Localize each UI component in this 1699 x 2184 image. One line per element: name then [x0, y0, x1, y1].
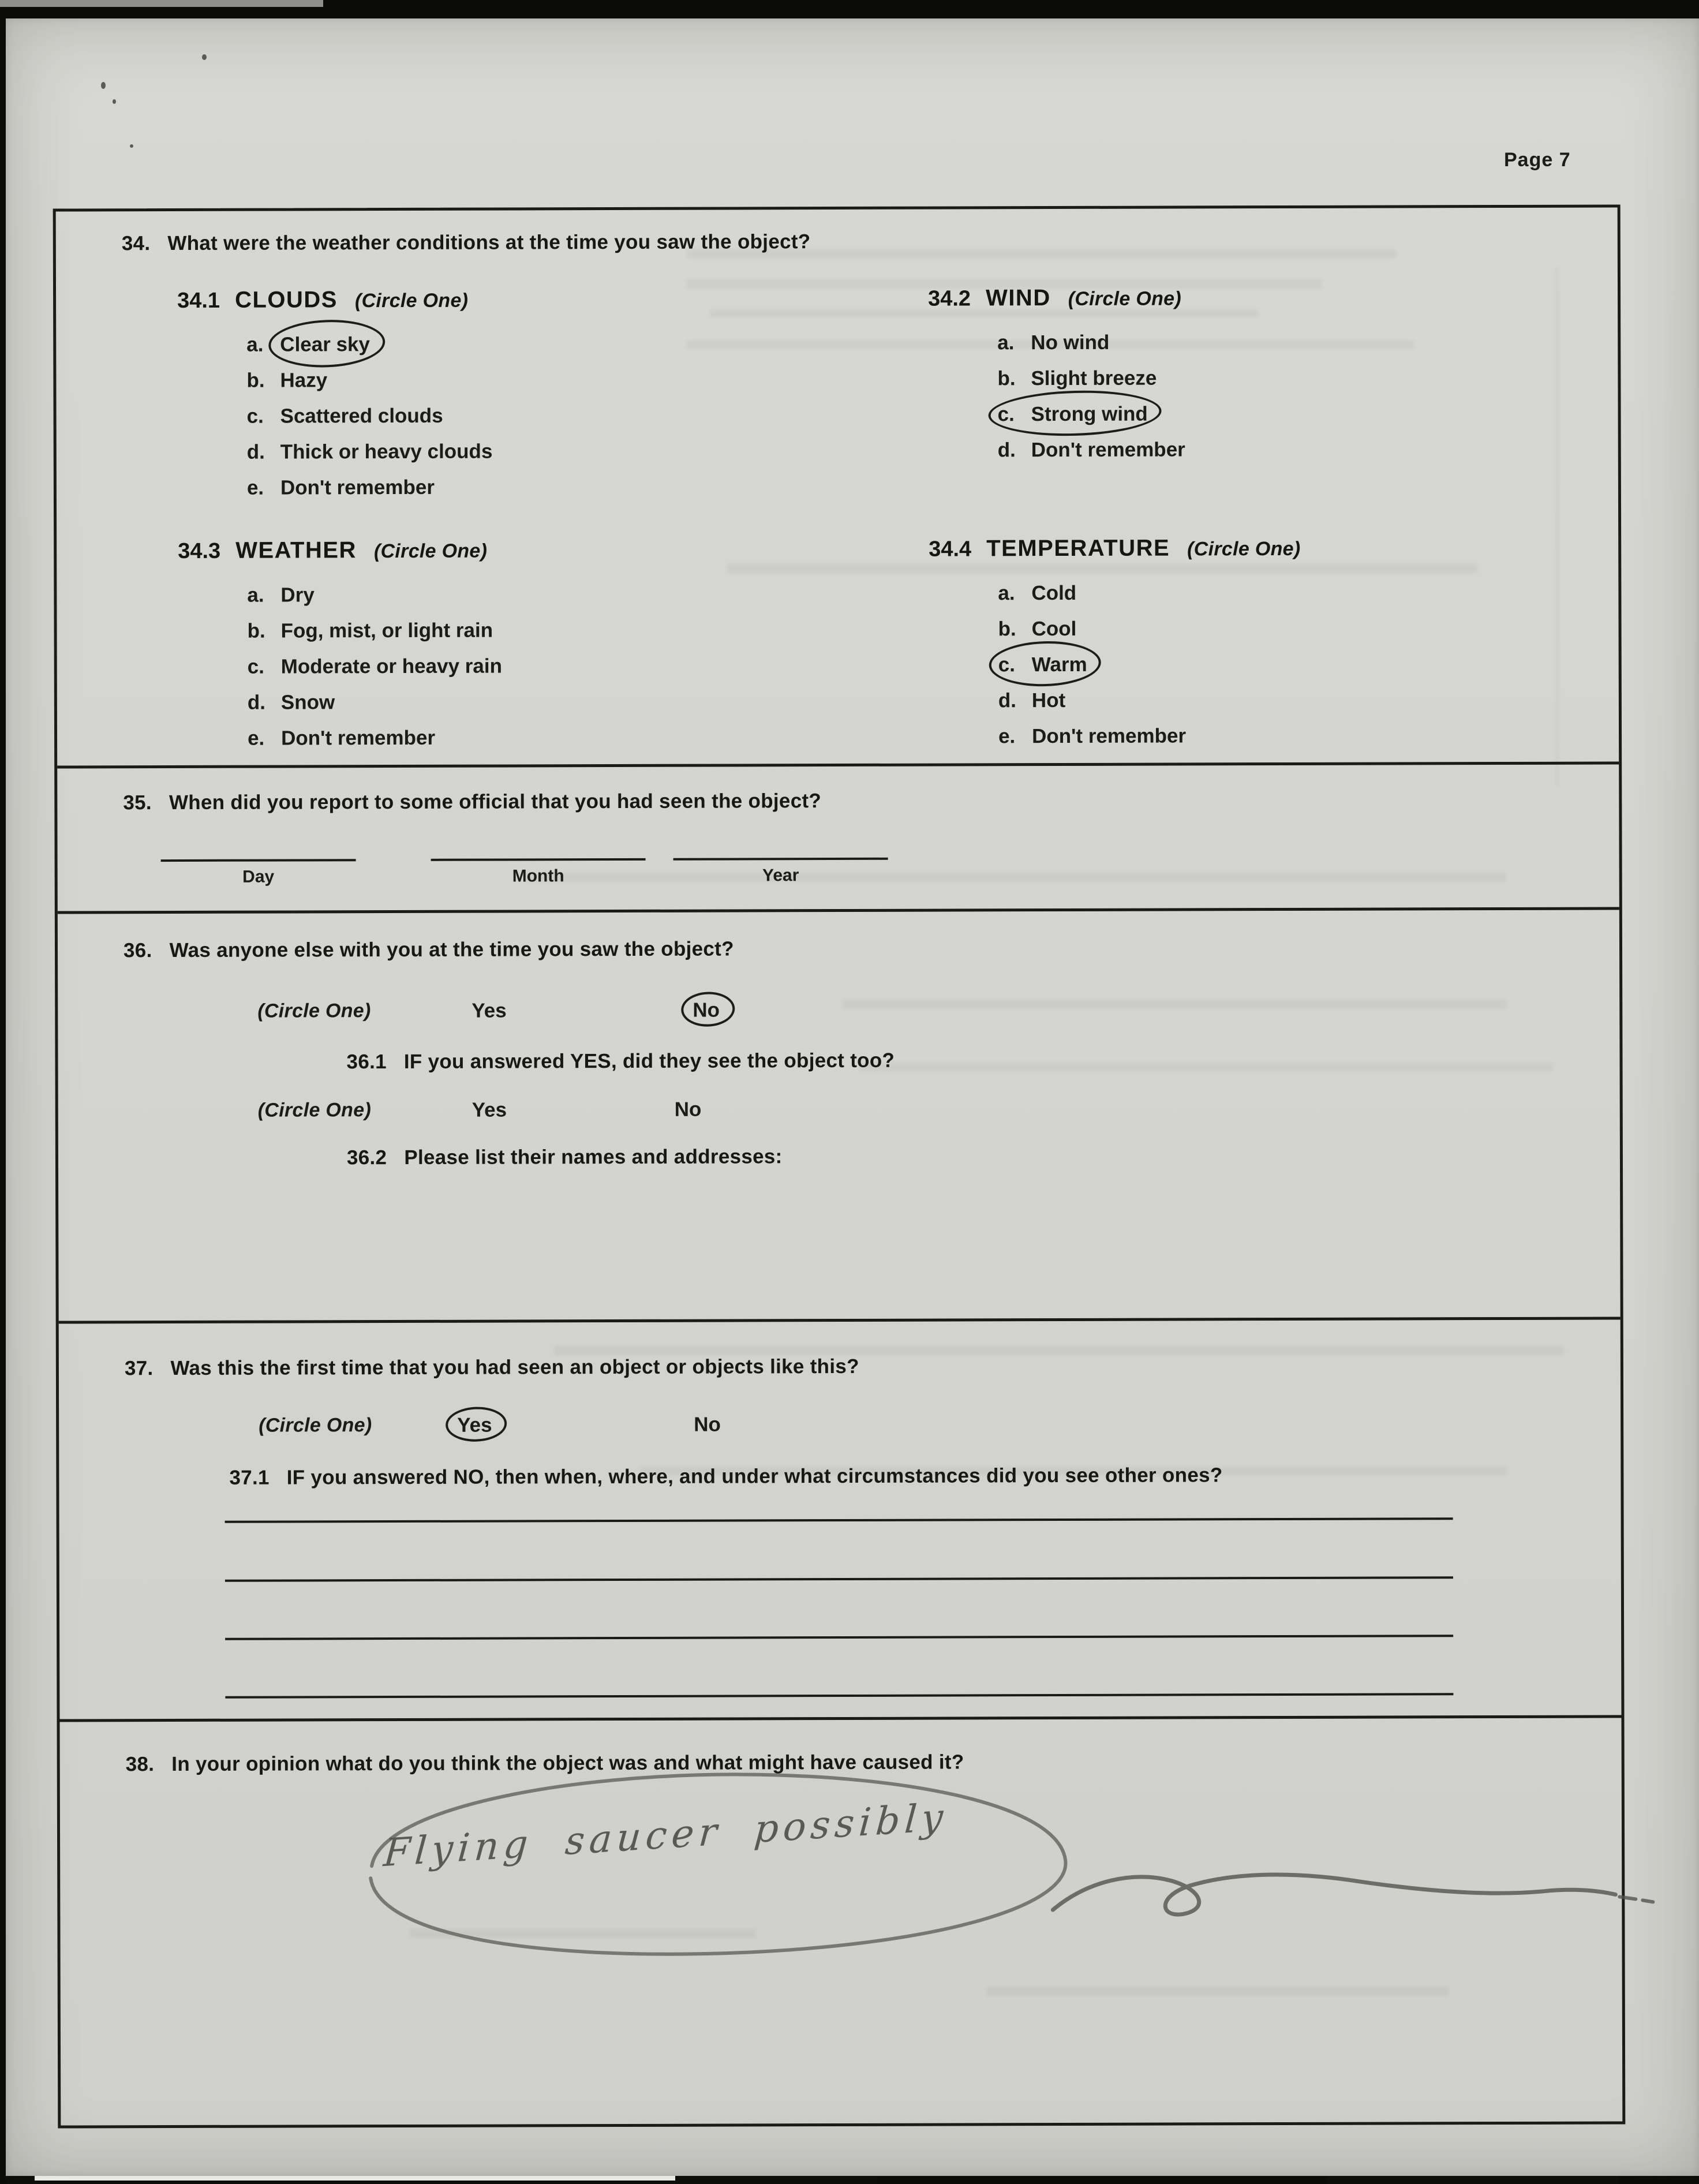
paper: [6, 18, 1699, 2176]
question-37-1: [229, 1464, 1222, 1490]
subsection-number: 34.1: [177, 288, 220, 313]
question-text: IF you answered YES, did they see the object too?: [403, 1049, 895, 1073]
option-dont-remember: [248, 720, 435, 757]
question-34-section: [56, 207, 1619, 765]
option-label: Snow: [280, 691, 335, 714]
subsection-title: TEMPERATURE: [986, 535, 1170, 562]
option-slight-breeze: [997, 361, 1157, 397]
subsection-heading: [178, 537, 502, 564]
q36-1-answer-row: [58, 1095, 1620, 1138]
subsection-title: WEATHER: [235, 537, 357, 563]
subsection-temperature: [929, 535, 1301, 755]
option-letter: d.: [247, 691, 266, 714]
circle-one-instruction: (Circle One): [259, 1414, 372, 1437]
question-text: When did you report to some official that you had seen the object?: [169, 790, 822, 814]
subsection-number: 34.2: [928, 286, 971, 311]
option-hot: [998, 683, 1065, 719]
circle-one-instruction: (Circle One): [354, 289, 469, 312]
subsection-heading: [929, 535, 1300, 562]
option-scattered-clouds: [247, 398, 443, 435]
blank-line: [161, 859, 356, 862]
question-36-section: [58, 907, 1621, 1321]
circle-one-instruction: (Circle One): [257, 1099, 372, 1121]
day-blank: [161, 859, 356, 887]
option-letter: c.: [997, 403, 1015, 426]
year-blank: [673, 858, 888, 886]
option-letter: b.: [246, 369, 265, 392]
option-cool: [998, 611, 1076, 647]
option-strong-wind: [998, 397, 1148, 433]
answer-blank-line: [225, 1693, 1453, 1699]
pencil-scribble-annotation: [1035, 1839, 1659, 1944]
option-letter: c.: [246, 405, 264, 428]
question-36-2: [347, 1145, 783, 1169]
question-number: 35.: [123, 791, 152, 814]
question-number: 36.2: [346, 1146, 387, 1169]
options-list: [247, 577, 502, 757]
option-label: Cool: [1031, 617, 1077, 641]
question-36-1: [346, 1049, 895, 1074]
month-label: Month: [512, 866, 564, 886]
question-number: 36.: [123, 939, 152, 962]
question-text: Please list their names and addresses:: [404, 1145, 783, 1169]
option-label: Hazy: [280, 369, 328, 392]
date-blanks: [161, 858, 888, 887]
circle-one-instruction: (Circle One): [1068, 287, 1182, 310]
pencil-speck: [130, 144, 133, 148]
scan-edge-top-left-gray: [0, 0, 323, 7]
q36-answer-row: [58, 996, 1619, 1038]
scan-edge-bottom-bar: [877, 2175, 1327, 2184]
option-dry: [247, 577, 315, 613]
question-text: In your opinion what do you think the object was and what might have caused it?: [171, 1751, 964, 1776]
option-letter: a.: [998, 582, 1015, 605]
question-38-section: [60, 1715, 1623, 2125]
option-letter: a.: [246, 333, 264, 356]
option-cold: [998, 575, 1076, 611]
question-36: [124, 937, 734, 962]
question-text: Was anyone else with you at the time you saw the object?: [169, 937, 734, 962]
option-dont-remember: [247, 470, 435, 506]
subsection-wind: [928, 285, 1185, 468]
question-35-section: [57, 761, 1619, 911]
option-label: Strong wind: [1031, 402, 1148, 426]
subsection-weather: [178, 537, 502, 757]
option-label: Don't remember: [280, 476, 435, 499]
option-letter: e.: [248, 727, 265, 750]
option-snow: [248, 685, 335, 720]
option-letter: e.: [246, 476, 264, 499]
option-letter: b.: [247, 619, 265, 642]
scan-edge-left: [0, 0, 6, 2184]
question-text: IF you answered NO, then when, where, and under what circumstances did you see other ones?: [286, 1464, 1223, 1489]
option-label: Moderate or heavy rain: [280, 655, 502, 678]
yes-label: Yes: [457, 1413, 492, 1437]
pencil-speck: [113, 99, 116, 104]
question-37-section: [59, 1317, 1622, 1719]
subsection-heading: [177, 287, 492, 313]
option-hazy: [246, 362, 327, 398]
option-label: Don't remember: [281, 726, 436, 750]
option-letter: d.: [246, 440, 265, 463]
yes-option: Yes: [471, 1098, 507, 1121]
question-number: 37.: [124, 1357, 154, 1380]
question-number: 36.1: [346, 1050, 387, 1074]
blank-line: [673, 858, 888, 861]
subsection-number: 34.4: [929, 537, 972, 562]
q37-answer-row: [59, 1411, 1621, 1453]
option-letter: a.: [997, 331, 1015, 354]
option-label-circled: [280, 327, 370, 362]
option-letter: c.: [247, 655, 264, 678]
option-dont-remember: [998, 432, 1185, 468]
option-letter: d.: [997, 439, 1016, 462]
option-moderate-rain: [248, 649, 502, 685]
option-label: Hot: [1031, 689, 1066, 712]
page-number: Page 7: [1504, 149, 1571, 171]
circle-one-instruction: (Circle One): [373, 540, 488, 563]
option-letter: d.: [998, 689, 1017, 712]
question-number: 34.: [121, 232, 151, 255]
option-warm: [998, 647, 1087, 683]
yes-option-circled: [457, 1414, 492, 1437]
circle-one-instruction: (Circle One): [1187, 537, 1301, 560]
options-list: [997, 324, 1185, 468]
option-dont-remember: [998, 718, 1186, 754]
pencil-ellipse-annotation: [302, 1763, 1111, 1968]
month-blank: [431, 858, 646, 887]
yes-option: Yes: [471, 999, 507, 1022]
pencil-speck: [101, 82, 106, 89]
no-label: No: [693, 998, 720, 1022]
question-34: [122, 230, 811, 255]
no-option-circled: [693, 999, 720, 1022]
option-thick-clouds: [247, 434, 493, 470]
no-option: No: [674, 1098, 702, 1121]
question-37: [125, 1355, 859, 1380]
blank-line: [431, 858, 646, 861]
answer-blank-line: [225, 1576, 1453, 1582]
option-label: Fog, mist, or light rain: [280, 619, 493, 642]
pencil-speck: [202, 54, 207, 60]
subsection-number: 34.3: [178, 538, 221, 563]
year-label: Year: [762, 866, 799, 885]
option-no-wind: [997, 325, 1109, 361]
option-label: Don't remember: [1031, 724, 1187, 748]
circle-one-instruction: (Circle One): [257, 1000, 371, 1022]
question-text: What were the weather conditions at the time you saw the object?: [167, 230, 811, 255]
option-letter: b.: [998, 618, 1016, 641]
option-label: Thick or heavy clouds: [280, 440, 493, 463]
handwritten-answer: Flying saucer possibly: [382, 1794, 949, 1876]
no-option: No: [694, 1413, 721, 1436]
option-label: Warm: [1031, 653, 1087, 676]
option-clear-sky: [246, 327, 370, 363]
option-label: Cold: [1031, 581, 1077, 605]
question-number: 38.: [125, 1753, 155, 1776]
option-label: Scattered clouds: [280, 404, 443, 428]
option-letter: a.: [247, 584, 264, 607]
options-list: [246, 327, 492, 506]
option-label: No wind: [1031, 331, 1110, 354]
question-number: 37.1: [229, 1466, 270, 1489]
answer-blank-line: [225, 1517, 1453, 1523]
options-list: [998, 575, 1301, 754]
option-fog-mist: [247, 613, 493, 649]
questionnaire-form-box: [53, 204, 1626, 2128]
option-letter: e.: [998, 725, 1016, 748]
subsection-clouds: [177, 287, 493, 506]
option-letter: c.: [998, 653, 1015, 676]
subsection-title: CLOUDS: [234, 287, 338, 313]
option-label: Clear sky: [280, 333, 370, 356]
option-letter: b.: [997, 367, 1016, 390]
subsection-title: WIND: [985, 285, 1051, 311]
option-label: Slight breeze: [1031, 367, 1157, 390]
answer-blank-line: [225, 1635, 1453, 1640]
question-35: [123, 790, 821, 814]
option-label: Dry: [280, 584, 315, 607]
subsection-heading: [928, 285, 1185, 311]
option-label: Don't remember: [1031, 438, 1185, 462]
day-label: Day: [242, 867, 275, 887]
question-text: Was this the first time that you had seen an object or objects like this?: [170, 1355, 859, 1380]
